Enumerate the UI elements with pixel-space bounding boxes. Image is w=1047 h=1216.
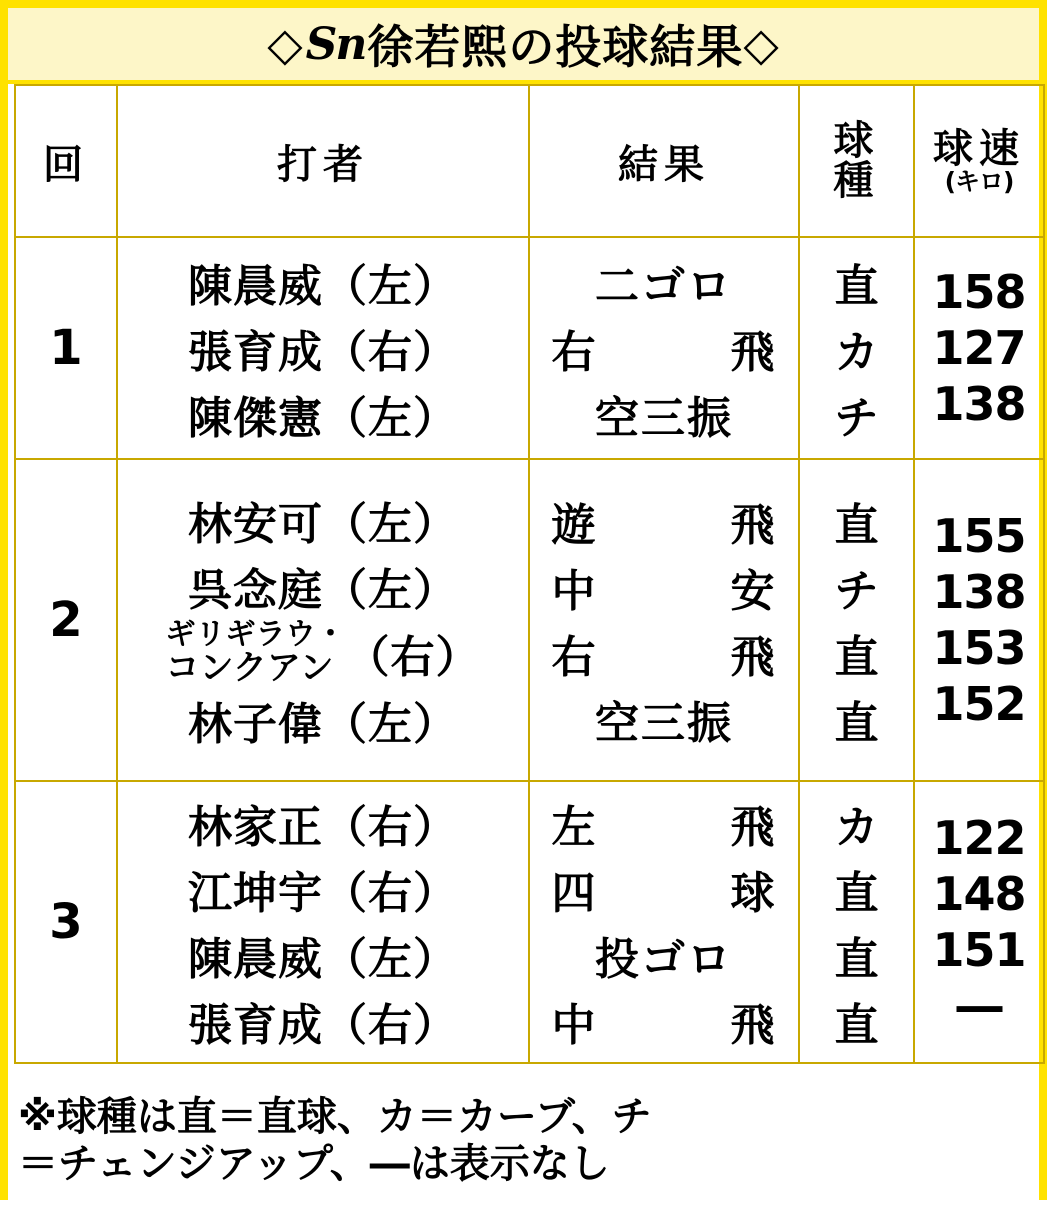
result-text: 空三振 xyxy=(595,393,733,444)
pitch-speed: 152 xyxy=(932,677,1026,731)
result-text-b: 飛 xyxy=(730,632,777,683)
result-text-b: 飛 xyxy=(730,500,777,551)
pitching-results-table xyxy=(14,84,1045,1064)
title-main-text: 徐若熙の投球結果 xyxy=(367,20,744,74)
result-text-b: 飛 xyxy=(730,802,777,853)
result-text xyxy=(530,790,798,856)
result-text xyxy=(530,488,798,554)
result-text-a: 中 xyxy=(551,566,598,617)
batter-name: 陳晨威（左） xyxy=(188,934,458,985)
result-text: 空三振 xyxy=(595,698,733,749)
speed-cell xyxy=(914,459,1044,781)
figure-inner xyxy=(8,8,1039,1192)
header-speed xyxy=(914,85,1044,237)
batter-cell xyxy=(117,459,529,781)
pitch-type: 直 xyxy=(834,698,879,749)
pitch-type-cell xyxy=(799,459,914,781)
pitch-type-cell xyxy=(799,237,914,459)
title-band xyxy=(8,8,1039,84)
result-text-a: 右 xyxy=(551,327,598,378)
batter-cell xyxy=(117,237,529,459)
footnote-line-1: ※球種は直＝直球、カ＝カーブ、チ xyxy=(18,1093,652,1140)
pitch-speed: 127 xyxy=(932,321,1026,375)
table-header-row xyxy=(15,85,1044,237)
result-text: 二ゴロ xyxy=(595,261,733,312)
result-text-a: 四 xyxy=(551,868,598,919)
header-result: 結果 xyxy=(529,85,799,237)
batter-hand: （右） xyxy=(345,631,481,683)
table-row xyxy=(15,237,1044,459)
result-cell xyxy=(529,459,799,781)
result-text-a: 右 xyxy=(551,632,598,683)
header-inning: 回 xyxy=(15,85,117,237)
batter-name: 林子偉（左） xyxy=(188,698,458,750)
header-pitch-type-line2: 種 xyxy=(833,158,880,204)
pitch-type-cell xyxy=(799,781,914,1063)
pitch-type: カ xyxy=(834,327,879,378)
footnote-line-2: ＝チェンジアップ、―は表示なし xyxy=(18,1141,610,1187)
result-cell xyxy=(529,781,799,1063)
header-batter: 打者 xyxy=(117,85,529,237)
pitch-speed: 148 xyxy=(932,867,1026,921)
batter-name: 陳傑憲（左） xyxy=(188,393,458,444)
batter-name: 張育成（右） xyxy=(188,1000,458,1051)
result-text-b: 飛 xyxy=(730,1000,777,1051)
batter-name: 江坤宇（右） xyxy=(188,868,458,919)
pitch-type: チ xyxy=(834,393,879,444)
pitch-speed: 151 xyxy=(932,923,1026,977)
table-row xyxy=(15,781,1044,1063)
pitch-type: チ xyxy=(834,566,879,617)
result-text-a: 中 xyxy=(551,1000,598,1051)
pitch-speed: 153 xyxy=(932,621,1026,675)
footnote xyxy=(8,1064,1039,1216)
result-text: 投ゴロ xyxy=(595,934,733,985)
batter-name-line2: コンクアン xyxy=(165,647,334,688)
pitch-speed: 158 xyxy=(932,265,1026,319)
header-pitch-type-line1: 球 xyxy=(833,118,880,164)
pitch-speed: 138 xyxy=(932,565,1026,619)
pitch-type: 直 xyxy=(834,632,879,683)
result-text-b: 飛 xyxy=(730,327,777,378)
pitch-type: カ xyxy=(834,802,879,853)
batter-name: 林安可（左） xyxy=(188,499,458,551)
result-text-b: 安 xyxy=(730,566,777,617)
diamond-right-icon: ◇ xyxy=(743,17,780,71)
pitch-type: 直 xyxy=(834,934,879,985)
pitch-speed: ― xyxy=(956,979,1002,1033)
result-text-a: 遊 xyxy=(551,500,598,551)
batter-name: 張育成（右） xyxy=(188,327,458,378)
batter-cell xyxy=(117,781,529,1063)
result-text-b: 球 xyxy=(730,868,777,919)
result-text xyxy=(530,315,798,381)
result-cell xyxy=(529,237,799,459)
speed-cell xyxy=(914,781,1044,1063)
header-speed-unit: (キロ) xyxy=(944,166,1014,196)
pitch-speed: 138 xyxy=(932,377,1026,431)
speed-cell xyxy=(914,237,1044,459)
batter-name: 呉念庭（左） xyxy=(188,565,458,617)
header-pitch-type xyxy=(799,85,914,237)
result-text-a: 左 xyxy=(551,802,598,853)
pitch-speed: 122 xyxy=(932,811,1026,865)
batter-name: 陳晨威（左） xyxy=(188,261,458,312)
table-head xyxy=(15,85,1044,237)
pitch-speed: 155 xyxy=(932,509,1026,563)
inning-number: 2 xyxy=(15,459,117,781)
result-text xyxy=(530,554,798,620)
pitch-type: 直 xyxy=(834,261,879,312)
inning-number: 3 xyxy=(15,781,117,1063)
result-text xyxy=(530,856,798,922)
pitching-results-table-wrap xyxy=(8,84,1039,1064)
batter-name: 林家正（右） xyxy=(188,802,458,853)
result-text xyxy=(530,620,798,686)
page-title xyxy=(267,11,780,77)
pitch-type: 直 xyxy=(834,1000,879,1051)
diamond-left-icon: ◇ xyxy=(267,17,304,71)
header-speed-label: 球速 xyxy=(933,125,1025,172)
batter-name xyxy=(118,619,528,686)
result-text xyxy=(530,988,798,1054)
table-body xyxy=(15,237,1044,1063)
table-row xyxy=(15,459,1044,781)
pitch-type: 直 xyxy=(834,868,879,919)
sponichi-logo: Sn xyxy=(305,18,366,70)
batter-name-line1: ギリギラウ・ xyxy=(165,617,346,653)
pitch-type: 直 xyxy=(834,500,879,551)
inning-number: 1 xyxy=(15,237,117,459)
